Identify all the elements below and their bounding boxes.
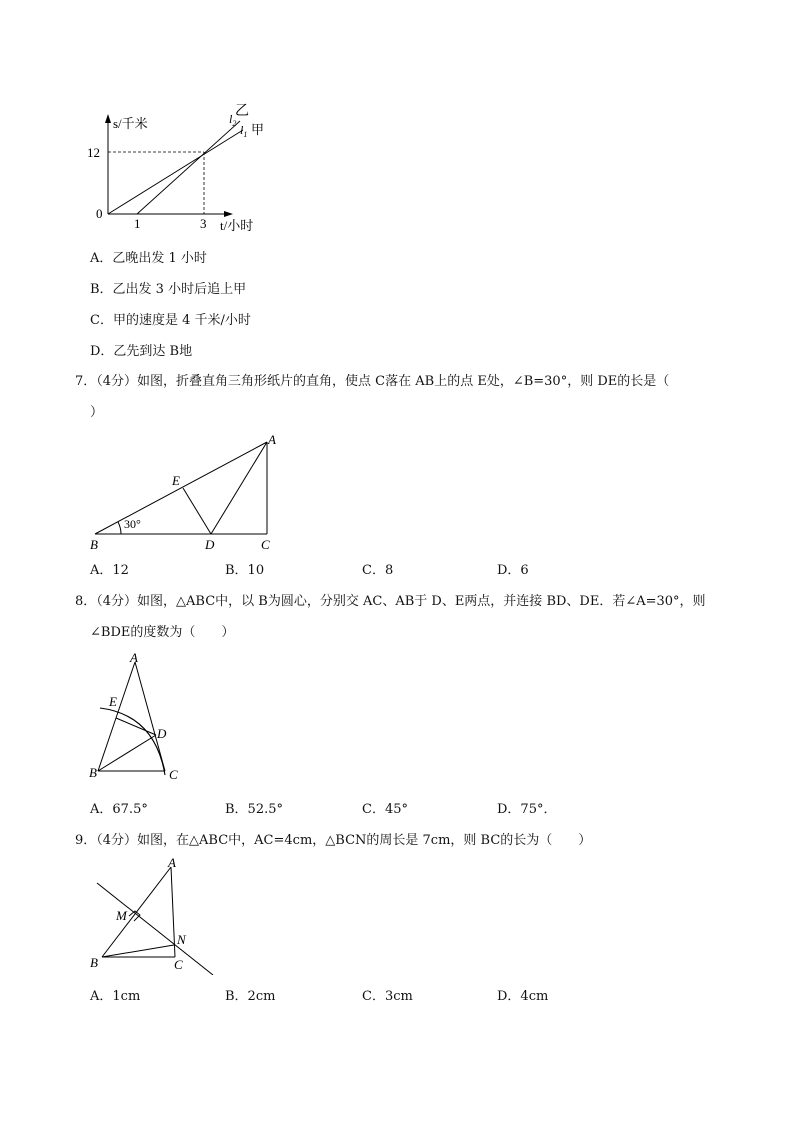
q9-label-b: B: [90, 955, 98, 970]
q7-label-c: C: [261, 537, 270, 552]
q7-figure: [85, 430, 285, 555]
q6-l2-label: $l_2$: [229, 112, 237, 128]
q6-option-c[interactable]: C．甲的速度是 4 千米/小时: [90, 313, 251, 328]
q6-y-label: s/千米: [113, 116, 148, 131]
q7-label-e: E: [172, 473, 180, 488]
q8-label-b: B: [89, 765, 97, 780]
q8-option-a[interactable]: A．67.5°: [90, 802, 148, 817]
q8-option-d[interactable]: D．75°．: [497, 802, 557, 817]
q6-x-tick-1: 1: [134, 216, 141, 231]
q9-figure: [85, 855, 220, 975]
q7-label-a: A: [268, 432, 276, 447]
q8-label-a: A: [130, 650, 138, 665]
q8-seg-de: [116, 718, 156, 735]
q8-figure: [85, 650, 195, 785]
q9-label-m: M: [116, 908, 127, 923]
q7-seg-ed: [183, 488, 211, 534]
q9-option-b[interactable]: B．2cm: [225, 989, 276, 1004]
q9-label-n: N: [177, 932, 186, 947]
q7-label-d: D: [205, 537, 215, 552]
q6-l1-label: $l_1$: [240, 123, 248, 139]
q7-option-c[interactable]: C．8: [362, 563, 394, 578]
q9-option-c[interactable]: C．3cm: [362, 989, 413, 1004]
q6-option-d[interactable]: D．乙先到达 B地: [90, 344, 193, 359]
q6-l2-name: 乙: [235, 104, 249, 119]
q7-option-a[interactable]: A．12: [90, 563, 129, 578]
q6-y-tick-12: 12: [87, 145, 100, 160]
q7-label-angle: 30°: [124, 517, 141, 531]
q6-option-b[interactable]: B．乙出发 3 小时后追上甲: [90, 282, 247, 297]
q6-x-tick-3: 3: [200, 216, 207, 231]
q8-stem-line2: ∠BDE的度数为（ ）: [90, 625, 235, 640]
q6-line-l1: [108, 130, 243, 214]
q7-stem-line2: ）: [90, 405, 104, 420]
q8-arc: [100, 708, 165, 775]
q8-seg-bd: [98, 735, 156, 771]
q8-label-e: E: [109, 694, 117, 709]
q6-origin: 0: [96, 206, 103, 221]
q8-seg-ab: [98, 662, 135, 771]
q8-label-c: C: [169, 767, 178, 782]
q7-option-b[interactable]: B．10: [225, 563, 265, 578]
q6-graph: [80, 95, 280, 240]
q6-option-a[interactable]: A．乙晚出发 1 小时: [90, 251, 207, 266]
q9-stem-line1: 9．（4分）如图，在△ABC中，AC=4cm，△BCN的周长是 7cm，则 BC的长为（ ）: [75, 833, 592, 848]
q9-perp-bisector: [97, 883, 213, 975]
q6-x-label: t/小时: [220, 218, 254, 233]
q9-seg-bn: [102, 945, 174, 957]
q8-option-c[interactable]: C．45°: [362, 802, 408, 817]
q6-l1-name: 甲: [251, 122, 265, 137]
q9-option-d[interactable]: D．4cm: [497, 989, 549, 1004]
q8-stem-line1: 8．（4分）如图，△ABC中，以 B为圆心，分别交 AC、AB于 D、E两点，并连接 BD、DE．若∠A=30°，则: [75, 594, 706, 609]
q9-label-c: C: [174, 957, 183, 972]
q8-seg-ac: [135, 662, 165, 771]
q7-label-b: B: [90, 537, 98, 552]
q8-option-b[interactable]: B．52.5°: [225, 802, 283, 817]
q8-label-d: D: [157, 726, 167, 741]
q9-option-a[interactable]: A．1cm: [90, 989, 141, 1004]
q7-option-d[interactable]: D．6: [497, 563, 529, 578]
q9-label-a: A: [168, 855, 176, 870]
q7-angle-arc: [118, 522, 121, 534]
q6-line-l2: [137, 121, 240, 214]
q6-y-arrow: [105, 114, 111, 123]
q6-x-arrow: [224, 211, 233, 217]
q7-seg-ba: [95, 442, 267, 534]
q7-stem-line1: 7．（4分）如图，折叠直角三角形纸片的直角，使点 C落在 AB上的点 E处，∠B=30°，则 DE的长是（: [75, 374, 670, 389]
q7-seg-ad: [211, 442, 267, 534]
